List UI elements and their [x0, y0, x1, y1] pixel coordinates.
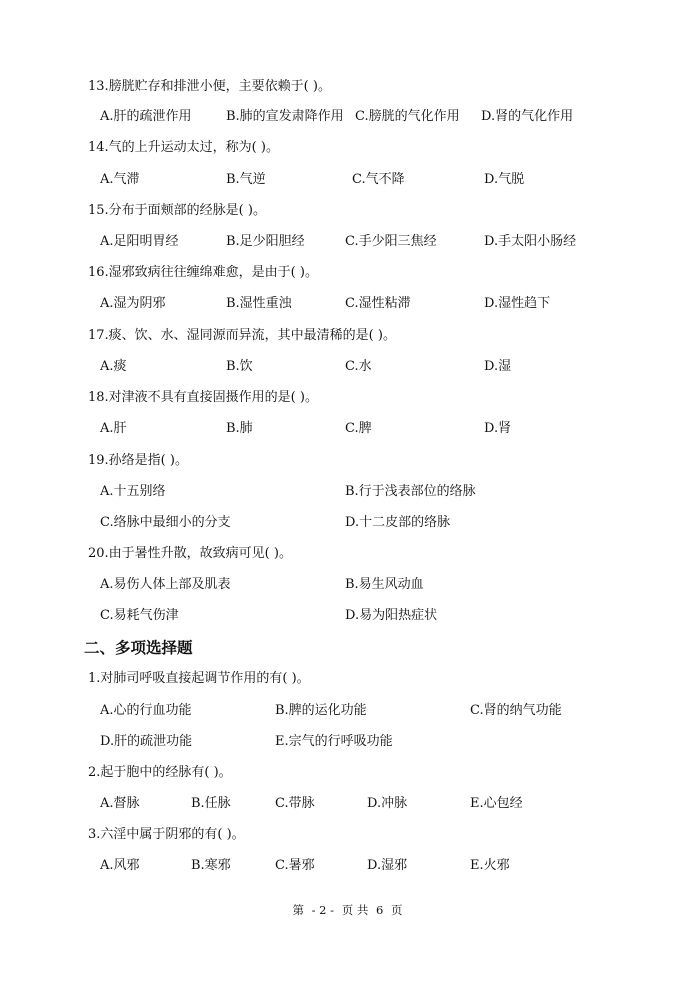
q18-option-a: A.肝 — [100, 421, 127, 436]
q16-option-c: C.湿性粘滞 — [345, 296, 411, 311]
mq2-option-b: B.任脉 — [191, 796, 231, 811]
q14-option-b: B.气逆 — [226, 172, 266, 187]
question-20: 20.由于暑性升散，故致病可见( )。 — [88, 546, 292, 561]
q19-option-d: D.十二皮部的络脉 — [345, 515, 451, 530]
q13-option-b: B.肺的宣发肃降作用 — [226, 109, 344, 124]
mq3-option-e: E.火邪 — [470, 858, 510, 873]
q14-option-d: D.气脱 — [484, 172, 525, 187]
q20-option-b: B.易生风动血 — [345, 577, 424, 592]
q19-option-a: A.十五别络 — [100, 484, 166, 499]
q15-option-b: B.足少阳胆经 — [226, 234, 305, 249]
mq3-option-d: D.湿邪 — [367, 858, 408, 873]
q17-option-a: A.痰 — [100, 359, 127, 374]
q16-option-a: A.湿为阴邪 — [100, 296, 166, 311]
q17-option-b: B.饮 — [226, 359, 253, 374]
multi-question-1: 1.对肺司呼吸直接起调节作用的有( )。 — [88, 671, 310, 686]
mq1-option-e: E.宗气的行呼吸功能 — [275, 734, 393, 749]
q16-option-d: D.湿性趋下 — [484, 296, 551, 311]
mq2-option-d: D.冲脉 — [367, 796, 408, 811]
footer-page-number: - 2 - — [311, 903, 335, 917]
q20-option-a: A.易伤人体上部及肌表 — [100, 577, 231, 592]
question-19: 19.孙络是指( )。 — [88, 453, 188, 468]
question-16: 16.湿邪致病往往缠绵难愈，是由于( )。 — [88, 265, 318, 280]
footer-suffix: 页 — [391, 903, 403, 917]
multi-question-2: 2.起于胞中的经脉有( )。 — [88, 765, 232, 780]
mq3-option-a: A.风邪 — [100, 858, 140, 873]
mq3-option-c: C.暑邪 — [275, 858, 315, 873]
q15-option-c: C.手少阳三焦经 — [345, 234, 437, 249]
footer-prefix: 第 — [292, 903, 304, 917]
q13-option-c: C.膀胱的气化作用 — [355, 109, 460, 124]
q19-option-b: B.行于浅表部位的络脉 — [345, 484, 476, 499]
mq2-option-c: C.带脉 — [275, 796, 315, 811]
mq1-option-c: C.肾的纳气功能 — [470, 703, 562, 718]
question-17: 17.痰、饮、水、湿同源而异流，其中最清稀的是( )。 — [88, 328, 396, 343]
mq3-option-b: B.寒邪 — [191, 858, 231, 873]
q14-option-a: A.气滞 — [100, 172, 140, 187]
mq1-option-d: D.肝的疏泄功能 — [100, 734, 193, 749]
question-13: 13.膀胱贮存和排泄小便，主要依赖于( )。 — [88, 79, 331, 94]
q13-option-a: A.肝的疏泄作用 — [100, 109, 192, 124]
footer-total-pages: 6 — [376, 903, 384, 917]
mq2-option-a: A.督脉 — [100, 796, 140, 811]
page-footer — [0, 902, 695, 918]
q13-option-d: D.肾的气化作用 — [481, 109, 574, 124]
q16-option-b: B.湿性重浊 — [226, 296, 292, 311]
question-18: 18.对津液不具有直接固摄作用的是( )。 — [88, 390, 318, 405]
q20-option-c: C.易耗气伤津 — [100, 608, 179, 623]
mq1-option-a: A.心的行血功能 — [100, 703, 192, 718]
mq1-option-b: B.脾的运化功能 — [275, 703, 367, 718]
q18-option-b: B.肺 — [226, 421, 253, 436]
q19-option-c: C.络脉中最细小的分支 — [100, 515, 231, 530]
q18-option-c: C.脾 — [345, 421, 372, 436]
q15-option-a: A.足阳明胃经 — [100, 234, 179, 249]
multi-question-3: 3.六淫中属于阴邪的有( )。 — [88, 827, 245, 842]
q20-option-d: D.易为阳热症状 — [345, 608, 438, 623]
q14-option-c: C.气不降 — [352, 172, 405, 187]
q17-option-d: D.湿 — [484, 359, 512, 374]
q17-option-c: C.水 — [345, 359, 372, 374]
mq2-option-e: E.心包经 — [470, 796, 523, 811]
q18-option-d: D.肾 — [484, 421, 512, 436]
footer-mid: 页 共 — [341, 903, 369, 917]
section-heading-multiple-choice: 二、多项选择题 — [84, 639, 193, 657]
question-15: 15.分布于面颊部的经脉是( )。 — [88, 203, 266, 218]
question-14: 14.气的上升运动太过，称为( )。 — [88, 140, 279, 155]
q15-option-d: D.手太阳小肠经 — [484, 234, 577, 249]
